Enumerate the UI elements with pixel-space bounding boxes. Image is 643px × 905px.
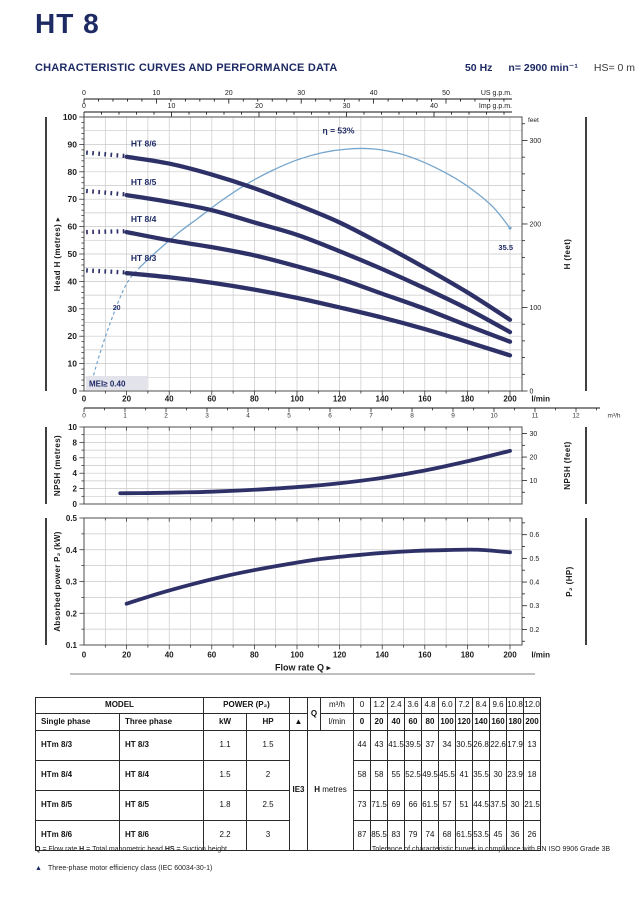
table-row (36, 731, 541, 761)
header-m3h: m³/h (321, 698, 354, 714)
svg-text:0: 0 (82, 412, 86, 420)
triangle-marker-icon: ▲ (35, 865, 42, 872)
head-value: 49.5 (422, 761, 439, 791)
svg-text:NPSH (feet): NPSH (feet) (563, 441, 572, 490)
q-lmin-value: 60 (405, 714, 422, 731)
head-value: 36 (507, 821, 524, 851)
svg-text:6: 6 (328, 412, 332, 420)
power-hp: 1.5 (247, 731, 290, 761)
power-kw: 1.1 (204, 731, 247, 761)
svg-text:20: 20 (255, 103, 263, 110)
svg-text:30: 30 (297, 90, 306, 97)
svg-text:Flow rate Q ▸: Flow rate Q ▸ (274, 662, 332, 673)
svg-text:4: 4 (246, 412, 250, 420)
svg-text:0.3: 0.3 (529, 603, 540, 611)
svg-text:5: 5 (287, 412, 291, 420)
svg-text:1: 1 (123, 412, 127, 420)
q-m3h-value: 10.8 (507, 698, 524, 714)
head-value: 26.8 (473, 731, 490, 761)
header-power: POWER (P₂) (204, 698, 290, 714)
head-value: 74 (422, 821, 439, 851)
header-hp: HP (247, 714, 290, 731)
svg-text:80: 80 (67, 166, 77, 177)
head-value: 41.5 (388, 731, 405, 761)
svg-text:10: 10 (68, 423, 77, 432)
tolerance-note: Tolerance of characteristic curves in compliance with EN ISO 9906 Grade 3B (371, 846, 610, 853)
q-m3h-value: 2.4 (388, 698, 405, 714)
q-m3h-value: 6.0 (439, 698, 456, 714)
svg-text:NPSH (metres): NPSH (metres) (53, 434, 62, 497)
svg-text:35.5: 35.5 (498, 242, 514, 252)
header-single-phase: Single phase (36, 714, 120, 731)
head-value: 39.5 (405, 731, 422, 761)
power-hp: 2 (247, 761, 290, 791)
q-lmin-value: 80 (422, 714, 439, 731)
head-value: 52.5 (405, 761, 422, 791)
q-m3h-value: 0 (354, 698, 371, 714)
head-value: 51 (456, 791, 473, 821)
svg-text:20: 20 (67, 331, 77, 342)
svg-text:0: 0 (81, 650, 87, 660)
svg-text:60: 60 (207, 650, 217, 660)
table-row (36, 791, 541, 821)
svg-text:180: 180 (460, 394, 475, 404)
svg-text:3: 3 (205, 412, 209, 420)
characteristic-curves-figure (0, 85, 643, 685)
efficiency-class-note: Three-phase motor efficiency class (IEC 60034-30-1) (47, 865, 213, 872)
svg-text:10: 10 (529, 478, 538, 486)
head-value: 79 (405, 821, 422, 851)
svg-text:HT 8/5: HT 8/5 (130, 176, 157, 187)
head-chart (53, 112, 621, 420)
head-value: 45 (490, 821, 507, 851)
svg-text:10: 10 (152, 90, 161, 97)
svg-text:0.4: 0.4 (529, 579, 540, 587)
svg-text:120: 120 (332, 650, 347, 660)
svg-text:100: 100 (290, 394, 304, 404)
svg-text:120: 120 (332, 394, 347, 404)
svg-text:0: 0 (82, 103, 86, 110)
model-three-phase: HT 8/5 (120, 791, 204, 821)
svg-text:8: 8 (410, 412, 414, 420)
operating-conditions (449, 62, 635, 74)
svg-text:60: 60 (67, 221, 77, 232)
svg-text:0.3: 0.3 (65, 577, 77, 587)
svg-text:9: 9 (451, 412, 455, 420)
head-value: 30 (507, 791, 524, 821)
svg-text:200: 200 (503, 394, 517, 404)
q-lmin-value: 120 (456, 714, 473, 731)
head-value: 18 (524, 761, 541, 791)
q-lmin-value: 20 (371, 714, 388, 731)
svg-text:200: 200 (503, 650, 517, 660)
power-hp: 2.5 (247, 791, 290, 821)
q-lmin-value: 100 (439, 714, 456, 731)
svg-text:100: 100 (529, 304, 542, 312)
model-three-phase: HT 8/3 (120, 731, 204, 761)
svg-text:80: 80 (249, 394, 259, 404)
svg-text:30: 30 (342, 103, 351, 110)
head-value: 53.5 (473, 821, 490, 851)
svg-text:Head H (metres) ▸: Head H (metres) ▸ (53, 216, 62, 292)
svg-text:40: 40 (164, 394, 174, 404)
head-value: 61.5 (422, 791, 439, 821)
svg-text:40: 40 (67, 276, 77, 287)
svg-text:40: 40 (430, 103, 438, 110)
svg-text:HT 8/3: HT 8/3 (130, 253, 157, 264)
head-value: 30 (490, 761, 507, 791)
header-model: MODEL (36, 698, 204, 714)
head-value: 23.9 (507, 761, 524, 791)
svg-text:90: 90 (67, 139, 77, 150)
head-value: 68 (439, 821, 456, 851)
model-single-phase: HTm 8/4 (36, 761, 120, 791)
head-value: 44.5 (473, 791, 490, 821)
svg-text:0.5: 0.5 (529, 555, 540, 563)
q-m3h-value: 9.6 (490, 698, 507, 714)
svg-text:30: 30 (67, 303, 77, 314)
svg-text:11: 11 (531, 412, 539, 420)
svg-text:160: 160 (418, 650, 432, 660)
legend-note: Q = Flow rate H = Total manometric head HS = Suction height (35, 846, 227, 853)
svg-text:200: 200 (529, 221, 542, 229)
svg-text:P₂ (HP): P₂ (HP) (565, 566, 574, 597)
speed-value: n= 2900 min⁻¹ (508, 62, 578, 74)
svg-text:50: 50 (67, 249, 77, 259)
svg-text:20: 20 (122, 394, 132, 404)
head-value: 83 (388, 821, 405, 851)
svg-text:0.2: 0.2 (65, 609, 77, 619)
svg-text:feet: feet (528, 117, 539, 124)
svg-text:100: 100 (290, 650, 304, 660)
svg-text:l/min: l/min (531, 650, 550, 660)
svg-text:0: 0 (72, 500, 77, 509)
svg-text:10: 10 (490, 412, 498, 420)
absorbed-power-chart (53, 514, 574, 673)
svg-text:70: 70 (67, 194, 77, 205)
svg-text:0.4: 0.4 (65, 545, 77, 555)
q-lmin-value: 160 (490, 714, 507, 731)
footnotes (35, 846, 610, 872)
svg-text:m³/h: m³/h (607, 412, 621, 420)
svg-text:40: 40 (369, 90, 378, 97)
header-kw: kW (204, 714, 247, 731)
svg-text:Absorbed power P₂ (kW): Absorbed power P₂ (kW) (53, 531, 62, 632)
svg-text:160: 160 (418, 394, 432, 404)
svg-text:50: 50 (442, 90, 450, 97)
svg-text:0.5: 0.5 (65, 514, 77, 523)
svg-text:0: 0 (81, 394, 87, 404)
q-m3h-value: 3.6 (405, 698, 422, 714)
head-value: 21.5 (524, 791, 541, 821)
head-value: 30.5 (456, 731, 473, 761)
frequency-value: 50 Hz (464, 62, 493, 74)
head-value: 41 (456, 761, 473, 791)
head-value: 26 (524, 821, 541, 851)
head-value: 73 (354, 791, 371, 821)
svg-text:100: 100 (62, 112, 77, 122)
svg-text:80: 80 (249, 650, 259, 660)
head-value: 44 (354, 731, 371, 761)
model-single-phase: HTm 8/3 (36, 731, 120, 761)
head-value: 37.5 (490, 791, 507, 821)
svg-text:0: 0 (72, 386, 77, 396)
model-three-phase: HT 8/6 (120, 821, 204, 851)
svg-text:2: 2 (72, 484, 77, 494)
svg-text:300: 300 (529, 137, 542, 145)
svg-text:MEI≥ 0.40: MEI≥ 0.40 (89, 379, 126, 389)
svg-text:2: 2 (164, 412, 168, 420)
svg-text:HT 8/6: HT 8/6 (130, 138, 157, 149)
q-m3h-value: 4.8 (422, 698, 439, 714)
flow-unit-rulers (82, 90, 512, 117)
suction-height-value: HS= 0 m (593, 62, 635, 74)
header-three-phase: Three phase (120, 714, 204, 731)
model-single-phase: HTm 8/6 (36, 821, 120, 851)
svg-text:0.1: 0.1 (65, 641, 77, 650)
svg-text:20: 20 (112, 305, 121, 313)
head-value: 87 (354, 821, 371, 851)
svg-text:7: 7 (369, 412, 373, 420)
q-lmin-value: 0 (354, 714, 371, 731)
head-value: 85.5 (371, 821, 388, 851)
svg-text:140: 140 (375, 394, 389, 404)
svg-text:60: 60 (207, 394, 217, 404)
q-m3h-value: 7.2 (456, 698, 473, 714)
svg-text:20: 20 (529, 454, 538, 462)
svg-text:HT 8/4: HT 8/4 (130, 214, 157, 225)
head-value: 35.5 (473, 761, 490, 791)
svg-text:η = 53%: η = 53% (322, 125, 355, 136)
svg-text:0: 0 (529, 388, 534, 396)
head-value: 13 (524, 731, 541, 761)
q-m3h-value: 8.4 (473, 698, 490, 714)
svg-text:30: 30 (529, 431, 538, 439)
performance-table (35, 697, 541, 851)
model-single-phase: HTm 8/5 (36, 791, 120, 821)
head-value: 57 (439, 791, 456, 821)
power-kw: 1.8 (204, 791, 247, 821)
svg-text:US g.p.m.: US g.p.m. (480, 90, 512, 97)
head-value: 22.6 (490, 731, 507, 761)
svg-text:0.2: 0.2 (529, 626, 540, 634)
model-three-phase: HT 8/4 (120, 761, 204, 791)
head-value: 37 (422, 731, 439, 761)
power-hp: 3 (247, 821, 290, 851)
table-row (36, 761, 541, 791)
svg-text:8: 8 (72, 438, 77, 448)
svg-text:l/min: l/min (531, 394, 550, 404)
svg-text:6: 6 (72, 453, 77, 463)
svg-text:H (feet): H (feet) (563, 238, 572, 270)
svg-text:0: 0 (82, 90, 86, 97)
head-value: 55 (388, 761, 405, 791)
svg-text:180: 180 (460, 650, 475, 660)
power-kw: 2.2 (204, 821, 247, 851)
q-lmin-value: 40 (388, 714, 405, 731)
head-value: 34 (439, 731, 456, 761)
svg-text:12: 12 (572, 412, 580, 420)
svg-text:140: 140 (375, 650, 389, 660)
head-value: 61.5 (456, 821, 473, 851)
header-q: Q (308, 698, 321, 731)
header-triangle-icon: ▲ (290, 714, 308, 731)
head-value: 66 (405, 791, 422, 821)
head-value: 43 (371, 731, 388, 761)
svg-text:10: 10 (167, 103, 176, 110)
header-lmin: l/min (321, 714, 354, 731)
svg-text:0.6: 0.6 (529, 532, 540, 540)
q-lmin-value: 140 (473, 714, 490, 731)
q-m3h-value: 12.0 (524, 698, 541, 714)
svg-text:10: 10 (67, 358, 77, 369)
head-value: 69 (388, 791, 405, 821)
npsh-chart (53, 423, 572, 509)
svg-text:Imp g.p.m.: Imp g.p.m. (478, 103, 512, 110)
q-lmin-value: 200 (524, 714, 541, 731)
head-value: 58 (354, 761, 371, 791)
q-m3h-value: 1.2 (371, 698, 388, 714)
head-value: 71.5 (371, 791, 388, 821)
head-value: 45.5 (439, 761, 456, 791)
svg-text:20: 20 (224, 90, 233, 97)
h-metres-label: H metres (308, 731, 354, 851)
section-title: CHARACTERISTIC CURVES AND PERFORMANCE DATA (35, 62, 338, 74)
head-value: 58 (371, 761, 388, 791)
q-lmin-value: 180 (507, 714, 524, 731)
svg-text:40: 40 (164, 650, 174, 660)
svg-text:20: 20 (122, 650, 132, 660)
page-title: HT 8 (35, 8, 100, 39)
efficiency-class-ie3: IE3 (290, 731, 308, 851)
head-value: 17.9 (507, 731, 524, 761)
header-triangle-spacer (290, 698, 308, 714)
power-kw: 1.5 (204, 761, 247, 791)
svg-text:4: 4 (72, 469, 77, 479)
